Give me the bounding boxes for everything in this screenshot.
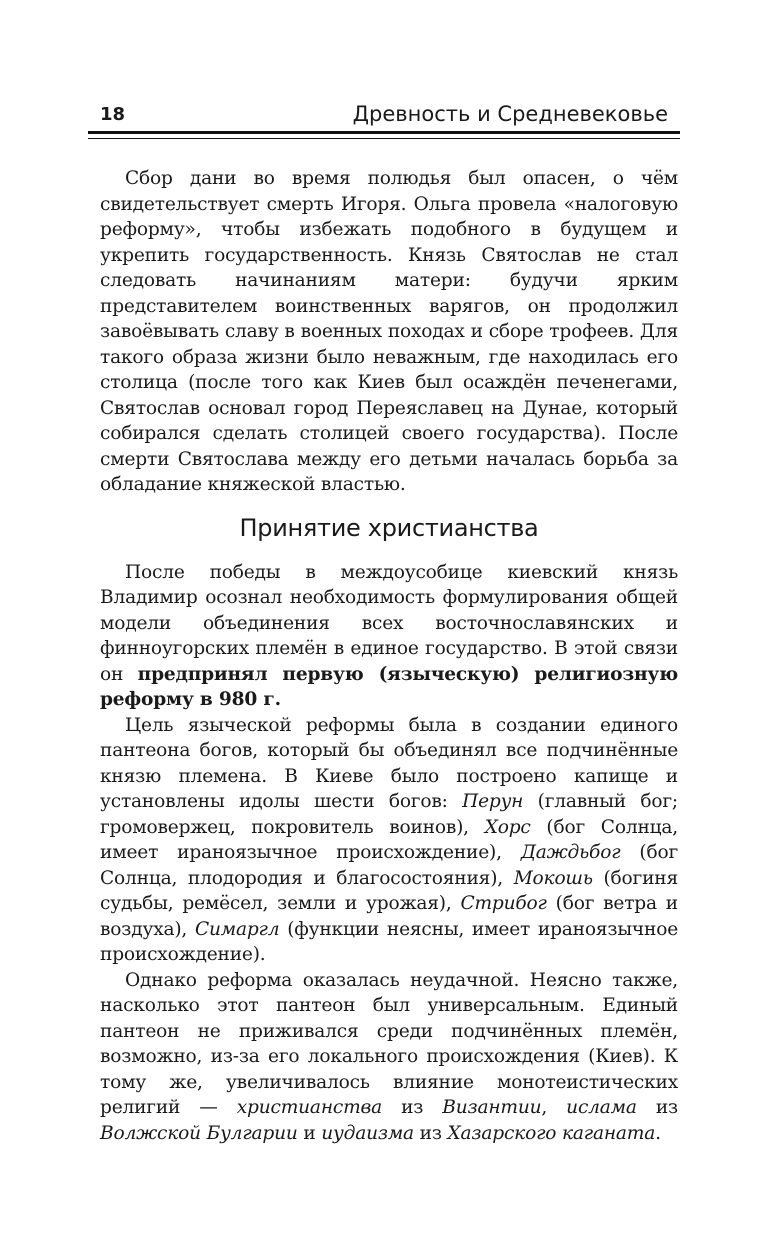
term-islam: ислама <box>566 1097 637 1118</box>
p3-text-7: (функции неясны, имеет ираноязычное происхождение). <box>100 918 679 965</box>
god-perun: Перун <box>462 791 524 812</box>
p4-text-1: Однако реформа оказалась неудачной. Неясно также, насколько этот пантеон был универсальным. Единый пантеон не приживался среди подчинённых племён, возможно, из-за его локального происхождения (Киев). К тому же, увеличивалось влияние монотеистических религий — <box>100 969 678 1118</box>
paragraph-3 <box>100 713 678 968</box>
p3-text-4: (бог Солнца, плодородия и благосостояния), <box>100 842 679 889</box>
term-christianity: христианства <box>236 1097 383 1118</box>
p4-text-6: из <box>413 1122 448 1144</box>
p4-text-7: . <box>655 1122 661 1144</box>
god-dazhdbog: Даждьбог <box>520 842 621 863</box>
page-body <box>100 166 678 1146</box>
god-mokosh: Мокошь <box>513 867 593 889</box>
page-number: 18 <box>100 104 126 125</box>
p3-text-5: (богиня судьбы, ремёсел, земли и урожая), <box>100 867 678 914</box>
paragraph-1-text: Сбор дани во время полюдья был опасен, о чём свидетельствует смерть Игоря. Ольга провела «налоговую реформу», чтобы избежать подобного в будущем и укрепить государственность. Князь Святослав не стал следовать начинаниям матери: будучи ярким представителем воинственных варягов, он продолжил завоёвывать славу в военных походах и сборе трофеев. Для такого образа жизни было неважным, где находилась его столица (после того как Киев был осаждён печенегами, Святослав основал город Переяславец на Дунае, который собирался сделать столицей своего государства). После смерти Святослава между его детьми началась борьба за обладание княжеской властью. <box>100 168 678 495</box>
p4-text-4: из <box>636 1097 678 1118</box>
term-byzantium: Византии <box>442 1097 542 1118</box>
header-rule-thick <box>88 131 680 134</box>
paragraph-2-text: После победы в междоусобице киевский князь Владимир осознал необходимость формулирования общей модели объединения всех восточнославянских и финноугорских племён в единое государство. В этой связи он <box>100 561 678 685</box>
p4-text-3: , <box>541 1097 567 1118</box>
paragraph-1 <box>100 166 678 498</box>
p4-text-5: и <box>297 1122 322 1144</box>
god-simargl: Симаргл <box>194 918 280 940</box>
p3-text-6: (бог ветра и воздуха), <box>100 893 679 940</box>
reform-highlight: предпринял первую (языческую) религиозную реформу в 980 г. <box>100 663 678 710</box>
header-rule-thin <box>88 138 680 139</box>
term-khazar-khaganate: Хазарского каганата <box>447 1122 656 1144</box>
term-volga-bulgaria: Волжской Булгарии <box>100 1122 298 1144</box>
term-judaism: иудаизма <box>321 1122 414 1144</box>
paragraph-4 <box>100 968 678 1147</box>
god-khors: Хорс <box>484 816 531 838</box>
god-stribog: Стрибог <box>460 893 547 914</box>
p3-text-2: (главный бог; громовержец, покровитель воинов), <box>100 791 678 838</box>
section-title: Принятие христианства <box>239 513 539 542</box>
p3-text-1: Цель языческой реформы была в создании единого пантеона богов, который бы объединял все подчинённые князю племена. В Киеве было построено капище и установлены идолы шести богов: <box>100 714 678 812</box>
page-header <box>100 96 668 130</box>
paragraph-2 <box>100 560 678 713</box>
p3-text-3: (бог Солнца, имеет ираноязычное происхождение), <box>100 816 678 863</box>
p4-text-2: из <box>382 1097 443 1118</box>
running-head: Древность и Средневековье <box>352 102 668 126</box>
